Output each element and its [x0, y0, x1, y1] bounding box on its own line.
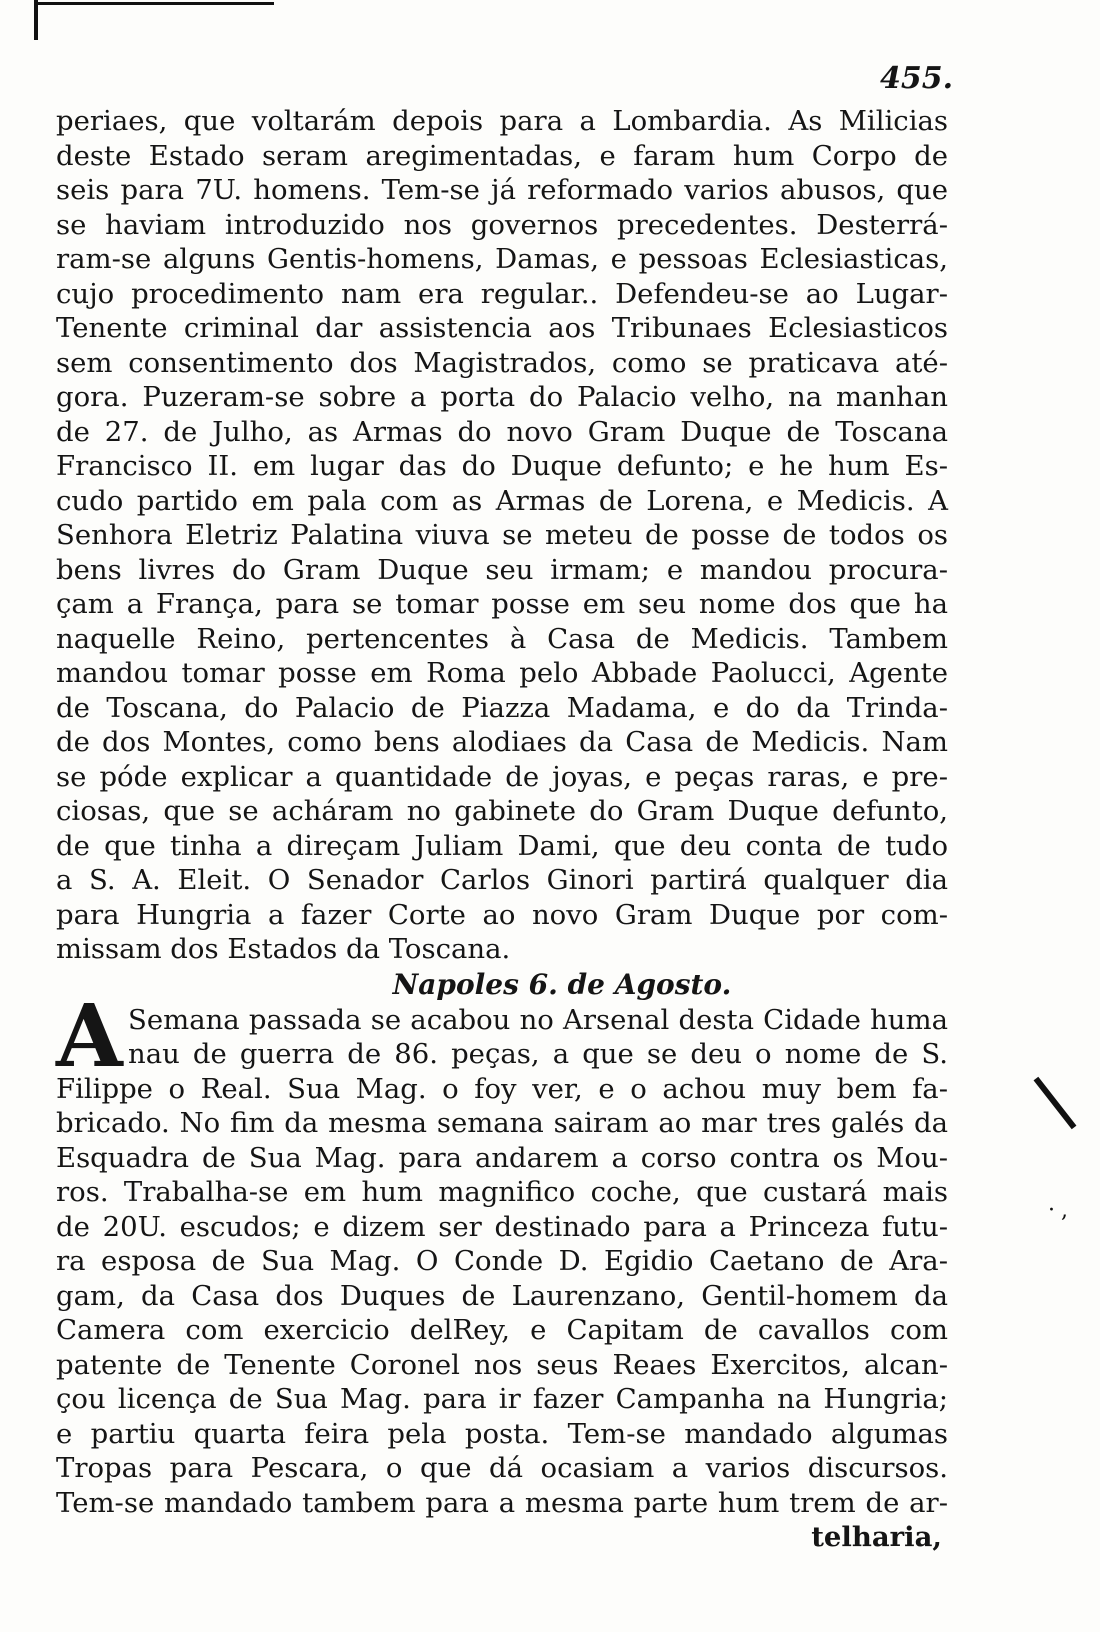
text-line: de 27. de Julho, as Armas do novo Gram Duque de Toscana: [56, 415, 948, 448]
text-line: naquelle Reino, pertencentes à Casa de Medicis. Tambem: [56, 622, 948, 655]
text-line: Senhora Eletriz Palatina viuva se meteu de posse de todos os: [56, 519, 948, 551]
text-line: para Hungria a fazer Corte ao novo Gram Duque por com-: [56, 898, 948, 931]
text-line: bens livres do Gram Duque seu irmam; e mandou procura-: [56, 553, 948, 586]
text-line: missam dos Estados da Toscana.: [56, 933, 511, 965]
catchword: telharia,: [811, 1521, 942, 1553]
text-line: periaes, que voltarám depois para a Lombardia. As Milicias: [56, 105, 948, 137]
text-line: cujo procedimento nam era regular.. Defendeu-se ao Lugar-: [56, 277, 948, 310]
text-line: seis para 7U. homens. Tem-se já reformado varios abusos, que: [56, 174, 948, 206]
text-line: Tenente criminal dar assistencia aos Tribunaes Eclesiasticos: [56, 312, 948, 344]
text-line: gam, da Casa dos Duques de Laurenzano, Gentil-homem da: [56, 1279, 948, 1312]
text-line: sem consentimento dos Magistrados, como se praticava até-: [56, 346, 948, 379]
text-line: Filippe o Real. Sua Mag. o foy ver, e o achou muy bem fa-: [56, 1072, 948, 1105]
text-line: nau de guerra de 86. peças, a que se deu o nome de S.: [128, 1038, 948, 1070]
article-body: [56, 104, 948, 1555]
text-line: deste Estado seram aregimentadas, e faram hum Corpo de: [56, 139, 948, 172]
text-line: de que tinha a direçam Juliam Dami, que deu conta de tudo: [56, 829, 948, 862]
text-line: cudo partido em pala com as Armas de Lorena, e Medicis. A: [56, 484, 948, 517]
text-line: mandou tomar posse em Roma pelo Abbade Paolucci, Agente: [56, 657, 948, 689]
text-line: Tem-se mandado tambem para a mesma parte hum trem de ar-: [56, 1486, 948, 1519]
text-line: çou licença de Sua Mag. para ir fazer Campanha na Hungria;: [56, 1383, 948, 1415]
text-line: se haviam introduzido nos governos precedentes. Desterrá-: [56, 208, 948, 241]
text-line: ros. Trabalha-se em hum magnifico coche, que custará mais: [56, 1176, 948, 1208]
text-line: bricado. No fim da mesma semana sairam ao mar tres galés da: [56, 1107, 948, 1139]
text-line: ciosas, que se acháram no gabinete do Gram Duque defunto,: [56, 795, 948, 827]
drop-cap: A: [56, 985, 123, 1087]
text-line: de 20U. escudos; e dizem ser destinado para a Princeza futu-: [56, 1210, 948, 1243]
dateline-heading: Napoles 6. de Agosto.: [392, 967, 732, 1001]
text-line: se póde explicar a quantidade de joyas, e peças raras, e pre-: [56, 760, 948, 793]
page-corner-rule: [34, 0, 274, 40]
text-line: de Toscana, do Palacio de Piazza Madama, e do da Trinda-: [56, 691, 948, 724]
margin-ink-mark: [1034, 1077, 1077, 1130]
margin-ink-dots: ·,: [1048, 1198, 1074, 1223]
page-number: 455.: [880, 61, 954, 96]
text-line: Tropas para Pescara, o que dá ocasiam a varios discursos.: [56, 1452, 948, 1484]
text-line: Esquadra de Sua Mag. para andarem a corso contra os Mou-: [56, 1141, 948, 1174]
text-line: gora. Puzeram-se sobre a porta do Palacio velho, na manhan: [56, 381, 948, 413]
text-line: de dos Montes, como bens alodiaes da Casa de Medicis. Nam: [56, 726, 948, 758]
text-line: ram-se alguns Gentis-homens, Damas, e pessoas Eclesiasticas,: [56, 243, 948, 275]
text-line: e partiu quarta feira pela posta. Tem-se mandado algumas: [56, 1417, 948, 1450]
paragraph-florence-news: [56, 104, 948, 967]
text-line: a S. A. Eleit. O Senador Carlos Ginori partirá qualquer dia: [56, 864, 948, 896]
text-line: Semana passada se acabou no Arsenal desta Cidade huma: [128, 1003, 948, 1036]
text-line: çam a França, para se tomar posse em seu nome dos que ha: [56, 588, 948, 620]
paragraph-naples-news: [56, 985, 948, 1521]
text-line: Camera com exercicio delRey, e Capitam de cavallos com: [56, 1314, 948, 1346]
text-line: Francisco II. em lugar das do Duque defunto; e he hum Es-: [56, 450, 948, 482]
text-line: ra esposa de Sua Mag. O Conde D. Egidio Caetano de Ara-: [56, 1245, 948, 1277]
text-line: patente de Tenente Coronel nos seus Reaes Exercitos, alcan-: [56, 1348, 948, 1381]
